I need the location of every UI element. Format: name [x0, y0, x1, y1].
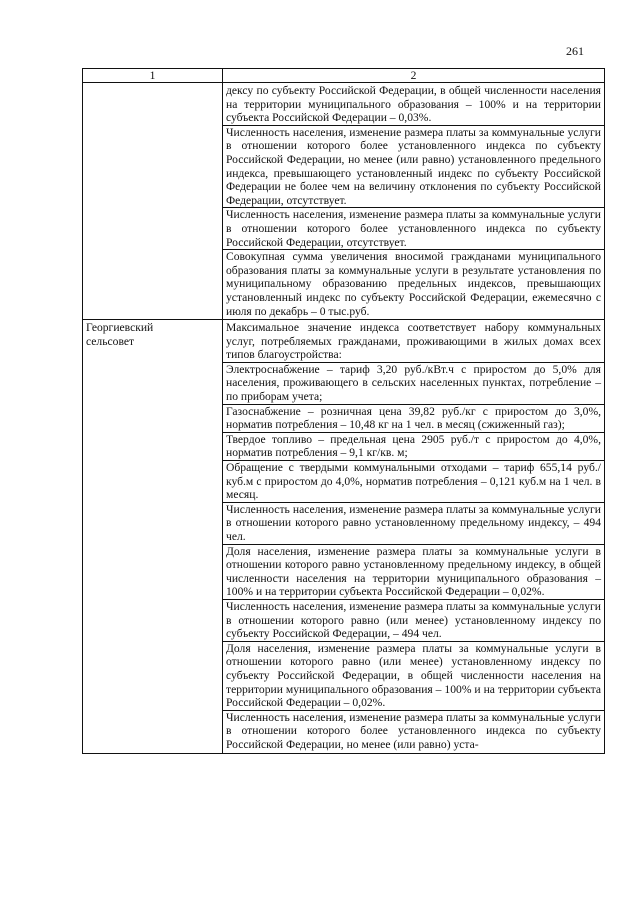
table-entry: Численность населения, изменение размера платы за коммунальные услуги в отношении которого более установленного индекса по субъекту Российской Федерации, отсутствует. [223, 207, 604, 249]
table-row [83, 320, 605, 753]
document-table [82, 68, 605, 754]
municipality-type: сельсовет [86, 334, 135, 348]
table-entry: Доля населения, изменение размера платы за коммунальные услуги в отношении которого равно (или менее) установленному индексу по субъекту Российской Федерации, в общей численности населения на территории муниципального образования – 100% и на территории субъекта Российской Федерации – 0,02%. [223, 641, 604, 710]
table-entry: Совокупная сумма увеличения вносимой гражданами муниципального образования платы за коммунальные услуги в результате установления по муниципальному образованию предельных индексов, превышающих установленный индекс по субъекту Российской Федерации, ежемесячно с июля по декабрь – 0 тыс.руб. [223, 249, 604, 318]
page-number: 261 [566, 44, 584, 58]
table-entry: Газоснабжение – розничная цена 39,82 руб./кг с приростом до 3,0%, норматив потребления – 10,48 кг на 1 чел. в месяц (сжиженный газ); [223, 404, 604, 432]
content-cell [223, 83, 605, 320]
municipality-cell [83, 83, 223, 320]
table-entry: Численность населения, изменение размера платы за коммунальные услуги в отношении которого равно установленному предельному индексу, – 494 чел. [223, 502, 604, 544]
table-entry: Численность населения, изменение размера платы за коммунальные услуги в отношении которого равно (или менее) установленному индексу по субъекту Российской Федерации, – 494 чел. [223, 599, 604, 641]
content-cell [223, 320, 605, 753]
table-row [83, 83, 605, 320]
municipality-cell [83, 320, 223, 753]
column-header-2: 2 [223, 69, 605, 83]
table-entry: Электроснабжение – тариф 3,20 руб./кВт.ч с приростом до 5,0% для населения, проживающего в сельских населенных пунктах, потребление – по приборам учета; [223, 362, 604, 404]
table-entry: Обращение с твердыми коммунальными отходами – тариф 655,14 руб./куб.м с приростом до 4,0%, норматив потребления – 0,121 куб.м на 1 чел. в месяц. [223, 460, 604, 502]
table-header-row [83, 69, 605, 83]
table-entry: Численность населения, изменение размера платы за коммунальные услуги в отношении которого более установленного индекса по субъекту Российской Федерации, но менее (или равно) установленного предельного индекса, превышающего установленный индекс по субъекту Российской Федерации не более чем на величину отклонения по субъекту Российской Федерации, отсутствует. [223, 125, 604, 208]
table-entry: Доля населения, изменение размера платы за коммунальные услуги в отношении которого равно установленному предельному индексу, в общей численности населения на территории муниципального образования – 100% и на территории субъекта Российской Федерации – 0,02%. [223, 544, 604, 599]
table-entry: Твердое топливо – предельная цена 2905 руб./т с приростом до 4,0%, норматив потребления – 9,1 кг/кв. м; [223, 432, 604, 460]
column-header-1: 1 [83, 69, 223, 83]
table-entry: Численность населения, изменение размера платы за коммунальные услуги в отношении которого более установленного индекса по субъекту Российской Федерации, но менее (или равно) уста- [223, 710, 604, 752]
table-entry: дексу по субъекту Российской Федерации, в общей численности населения на территории муниципального образования – 100% и на территории субъекта Российской Федерации – 0,03%. [226, 84, 601, 125]
municipality-name: Георгиевский [86, 321, 154, 335]
table-entry: Максимальное значение индекса соответствует набору коммунальных услуг, потребляемых гражданами, проживающими в жилых домах всех типов благоустройства: [226, 321, 601, 362]
